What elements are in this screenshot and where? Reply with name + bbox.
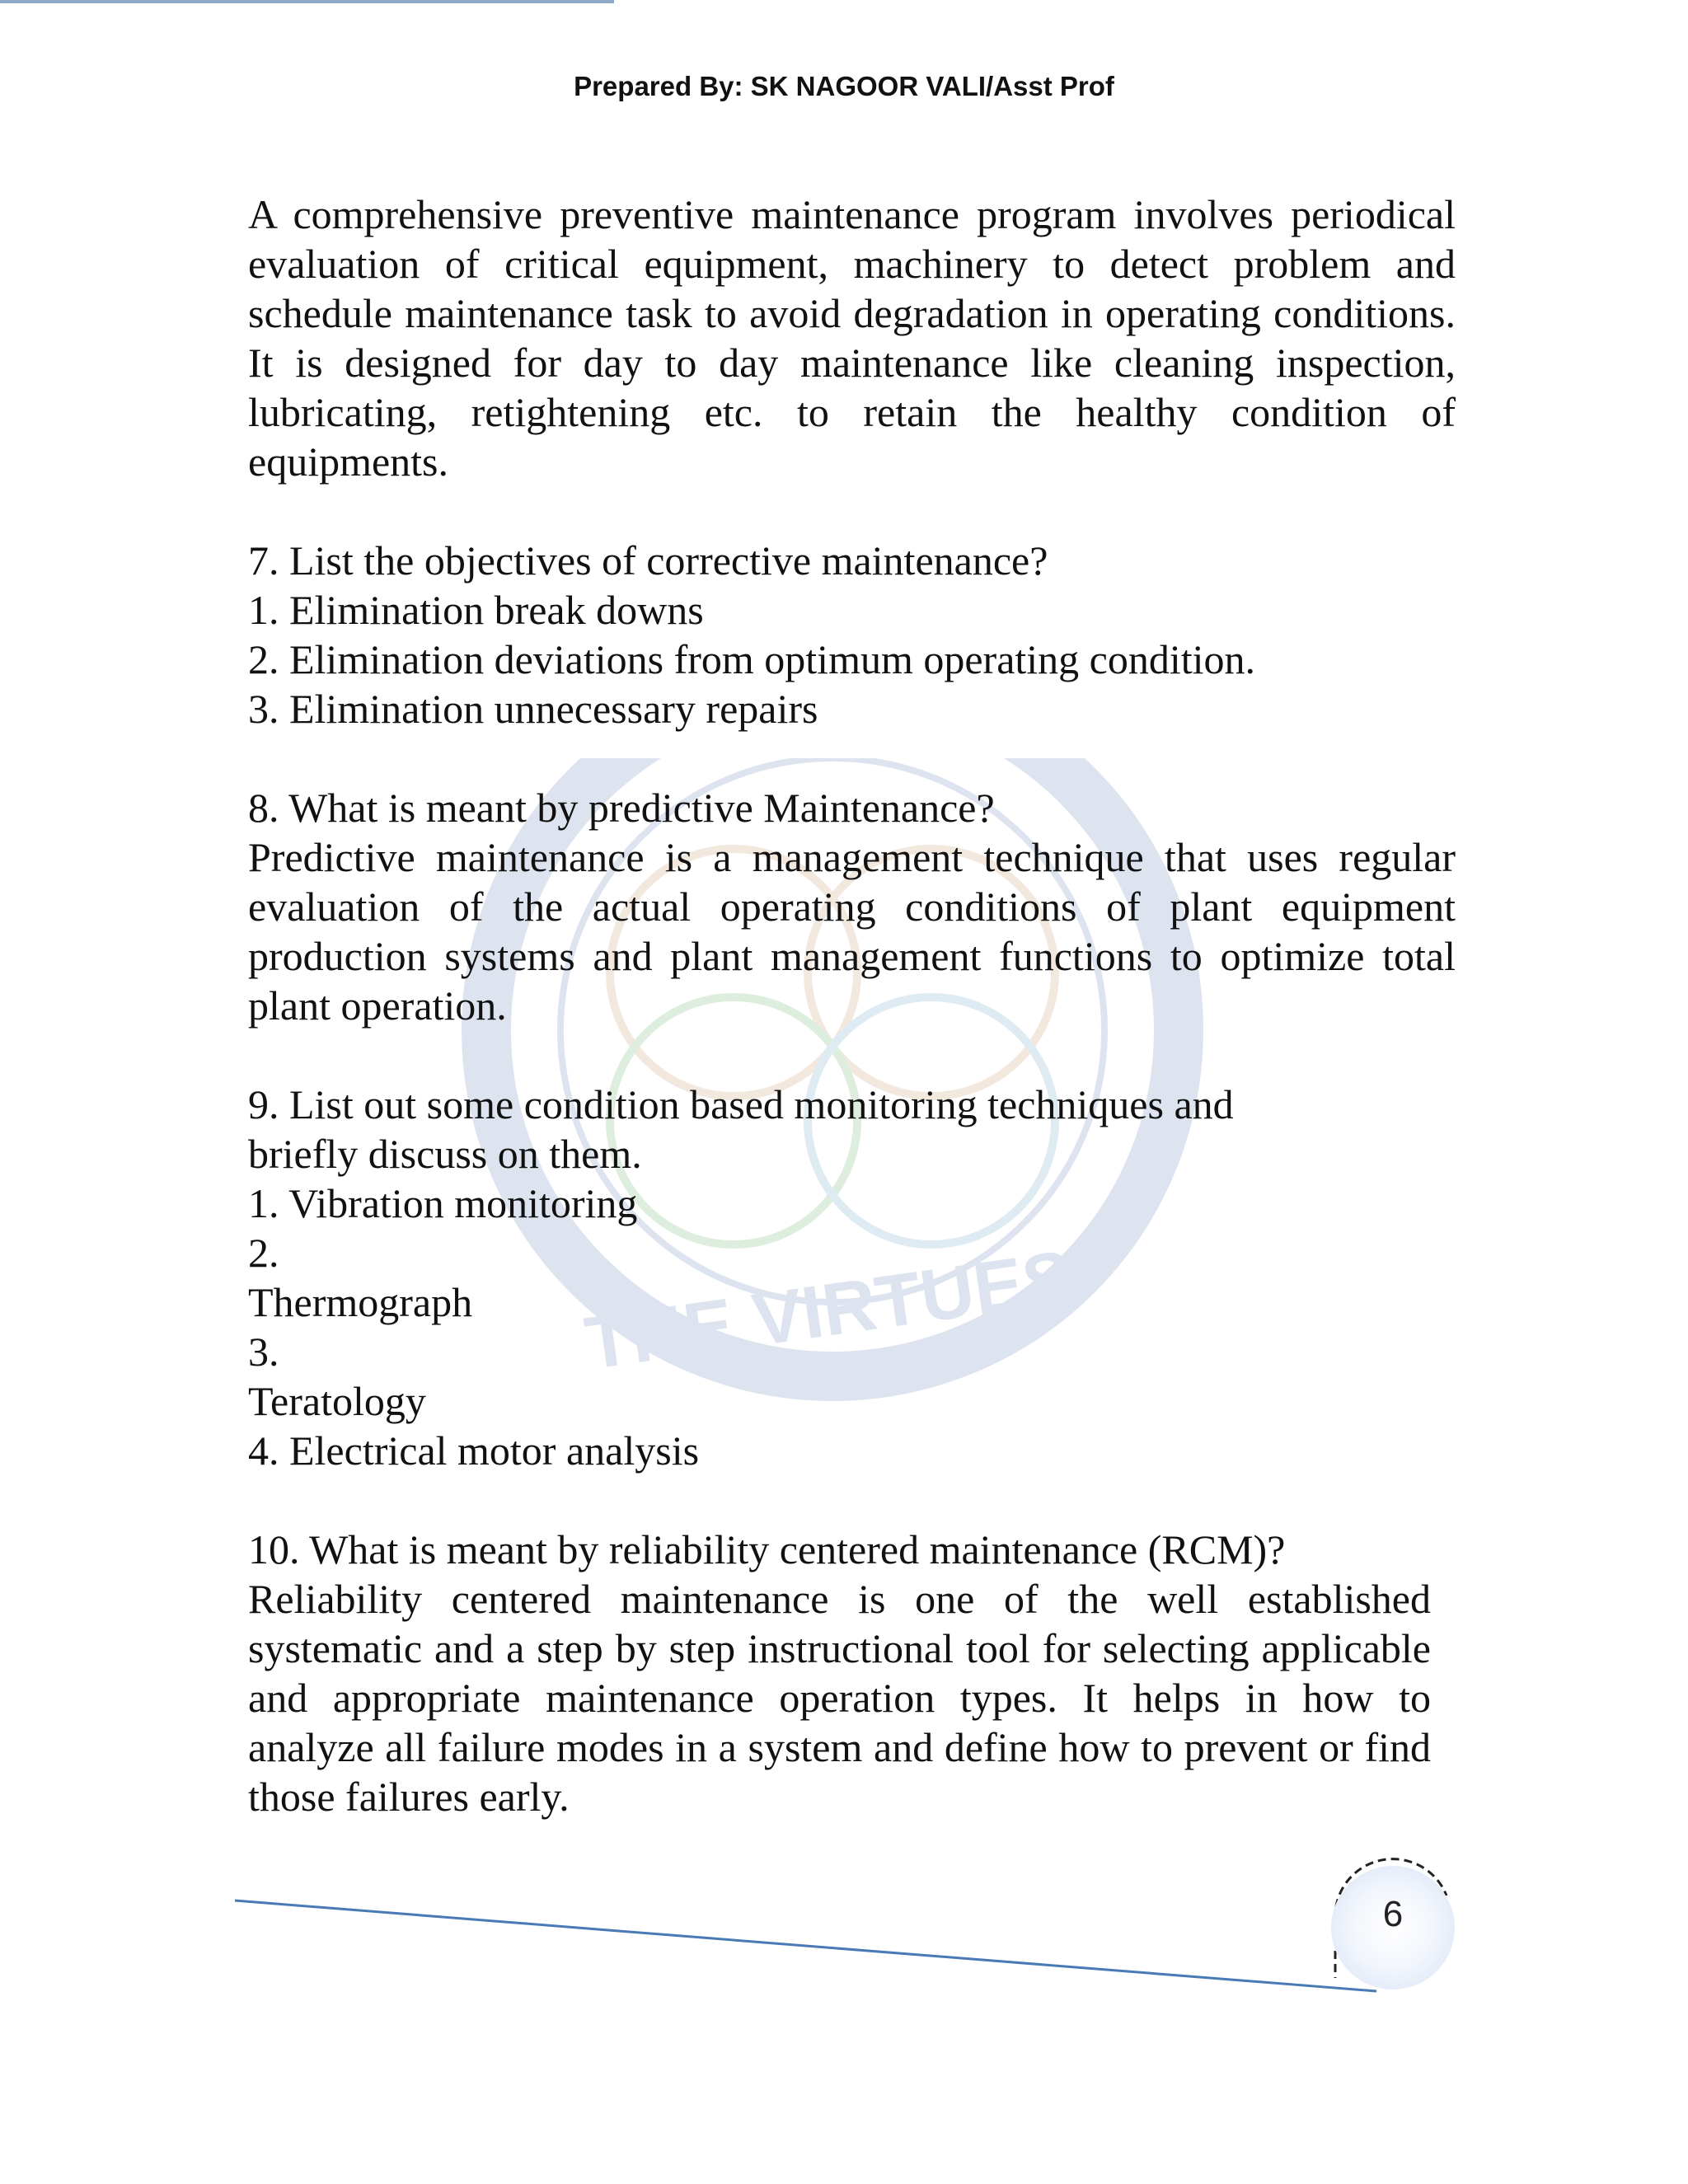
prepared-by-header: Prepared By: SK NAGOOR VALI/Asst Prof	[574, 71, 1114, 101]
question-8: 8. What is meant by predictive Maintenance?	[248, 785, 995, 831]
q7-item-1: 1. Elimination break downs	[248, 587, 704, 633]
question-9-line-2: briefly discuss on them.	[248, 1131, 642, 1177]
q7-item-2: 2. Elimination deviations from optimum operating condition.	[248, 636, 1256, 682]
q8-answer: Predictive maintenance is a management technique that uses regular evaluation of the actual operating conditions of plant equipment production systems and plant management functions to optimize total plant operation.	[248, 834, 1456, 1029]
q10-answer: Reliability centered maintenance is one of the well established systematic and a step by step instructional tool for selecting applicable and appropriate maintenance operation types. It helps in how to analyze all failure modes in a system and define how to prevent or find those failures early.	[248, 1576, 1431, 1820]
q9-item-4: 4. Electrical motor analysis	[248, 1427, 700, 1474]
question-7: 7. List the objectives of corrective maintenance?	[248, 537, 1048, 583]
watermark-motto: THE VIRTUES	[580, 1235, 1078, 1386]
q9-item-2-text: Thermograph	[248, 1279, 473, 1325]
question-10: 10. What is meant by reliability centered maintenance (RCM)?	[248, 1526, 1286, 1572]
spacer	[248, 1475, 1456, 1525]
spacer	[248, 486, 1456, 536]
spacer	[248, 1030, 1456, 1080]
intro-paragraph: A comprehensive preventive maintenance program involves periodical evaluation of critical equipment, machinery to detect problem and schedule maintenance task to avoid degradation in operating conditions. It is designed for day to day maintenance like cleaning inspection, lubricating, retightening etc. to retain the healthy condition of equipments.	[248, 191, 1456, 485]
top-rule	[0, 0, 614, 3]
question-9-line-1: 9. List out some condition based monitoring techniques and	[248, 1081, 1234, 1127]
q7-item-3: 3. Elimination unnecessary repairs	[248, 686, 818, 732]
q9-item-3-text: Teratology	[248, 1378, 426, 1424]
q9-item-1: 1. Vibration monitoring	[248, 1180, 638, 1226]
document-body	[248, 190, 1456, 1821]
q9-item-3-number: 3.	[248, 1329, 279, 1375]
page-number: 6	[1382, 1894, 1404, 1934]
spacer	[248, 733, 1456, 783]
q9-item-2-number: 2.	[248, 1230, 279, 1276]
